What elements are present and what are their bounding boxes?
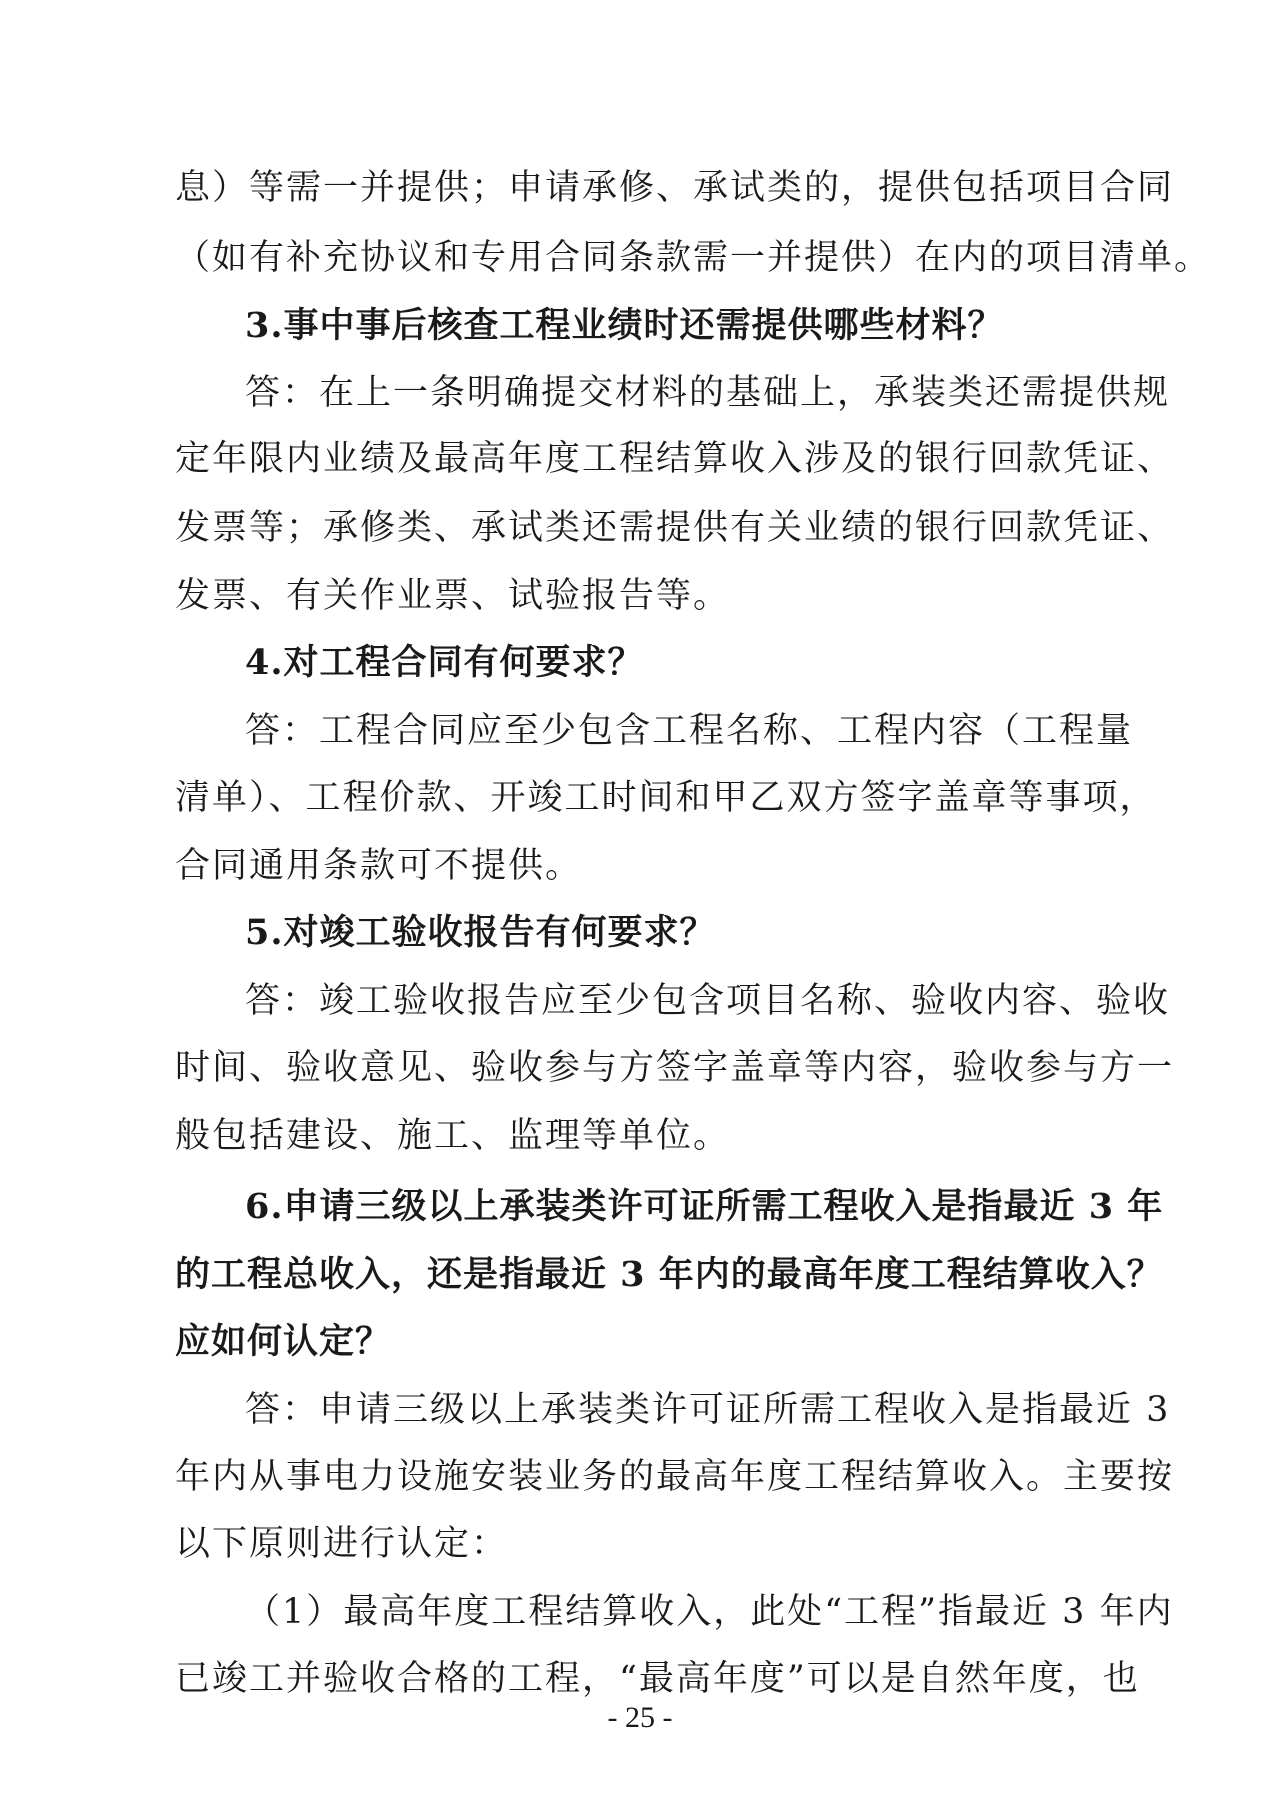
question-heading: 的工程总收入，还是指最近 3 年内的最高年度工程结算收入？ (175, 1254, 1163, 1295)
body-text-line: 已竣工并验收合格的工程，“最高年度”可以是自然年度，也 (175, 1659, 1140, 1699)
body-text-line: 发票、有关作业票、试验报告等。 (175, 576, 731, 616)
body-text-line: 般包括建设、施工、监理等单位。 (175, 1116, 731, 1156)
body-text-line: （如有补充协议和专用合同条款需一并提供）在内的项目清单。 (175, 238, 1212, 278)
question-heading: 4.对工程合同有何要求？ (245, 642, 644, 683)
body-text-line: 年内从事电力设施安装业务的最高年度工程结算收入。主要按 (175, 1457, 1175, 1497)
page-number: - 25 - (607, 1701, 673, 1734)
answer-text-line: 答：工程合同应至少包含工程名称、工程内容（工程量 (245, 711, 1134, 751)
answer-text-line: 答：竣工验收报告应至少包含项目名称、验收内容、验收 (245, 981, 1171, 1021)
body-text-line: 合同通用条款可不提供。 (175, 846, 583, 886)
list-item-text: （1）最高年度工程结算收入，此处“工程”指最近 3 年内 (245, 1592, 1174, 1632)
body-text-line: 时间、验收意见、验收参与方签字盖章等内容，验收参与方一 (175, 1048, 1175, 1088)
answer-text-line: 答：在上一条明确提交材料的基础上，承装类还需提供规 (245, 373, 1171, 413)
question-heading: 应如何认定？ (175, 1321, 392, 1362)
body-text-line: 以下原则进行认定： (175, 1524, 509, 1564)
question-heading: 5.对竣工验收报告有何要求？ (245, 912, 716, 953)
answer-text-line: 答：申请三级以上承装类许可证所需工程收入是指最近 3 (245, 1390, 1171, 1430)
body-text-line: 定年限内业绩及最高年度工程结算收入涉及的银行回款凭证、 (175, 439, 1175, 479)
body-text-line: 息）等需一并提供；申请承修、承试类的，提供包括项目合同 (175, 168, 1175, 208)
body-text-line: 发票等；承修类、承试类还需提供有关业绩的银行回款凭证、 (175, 508, 1175, 548)
question-heading: 3.事中事后核查工程业绩时还需提供哪些材料？ (245, 305, 1004, 346)
body-text-line: 清单）、工程价款、开竣工时间和甲乙双方签字盖章等事项， (175, 778, 1157, 818)
question-heading: 6.申请三级以上承装类许可证所需工程收入是指最近 3 年 (245, 1186, 1164, 1227)
